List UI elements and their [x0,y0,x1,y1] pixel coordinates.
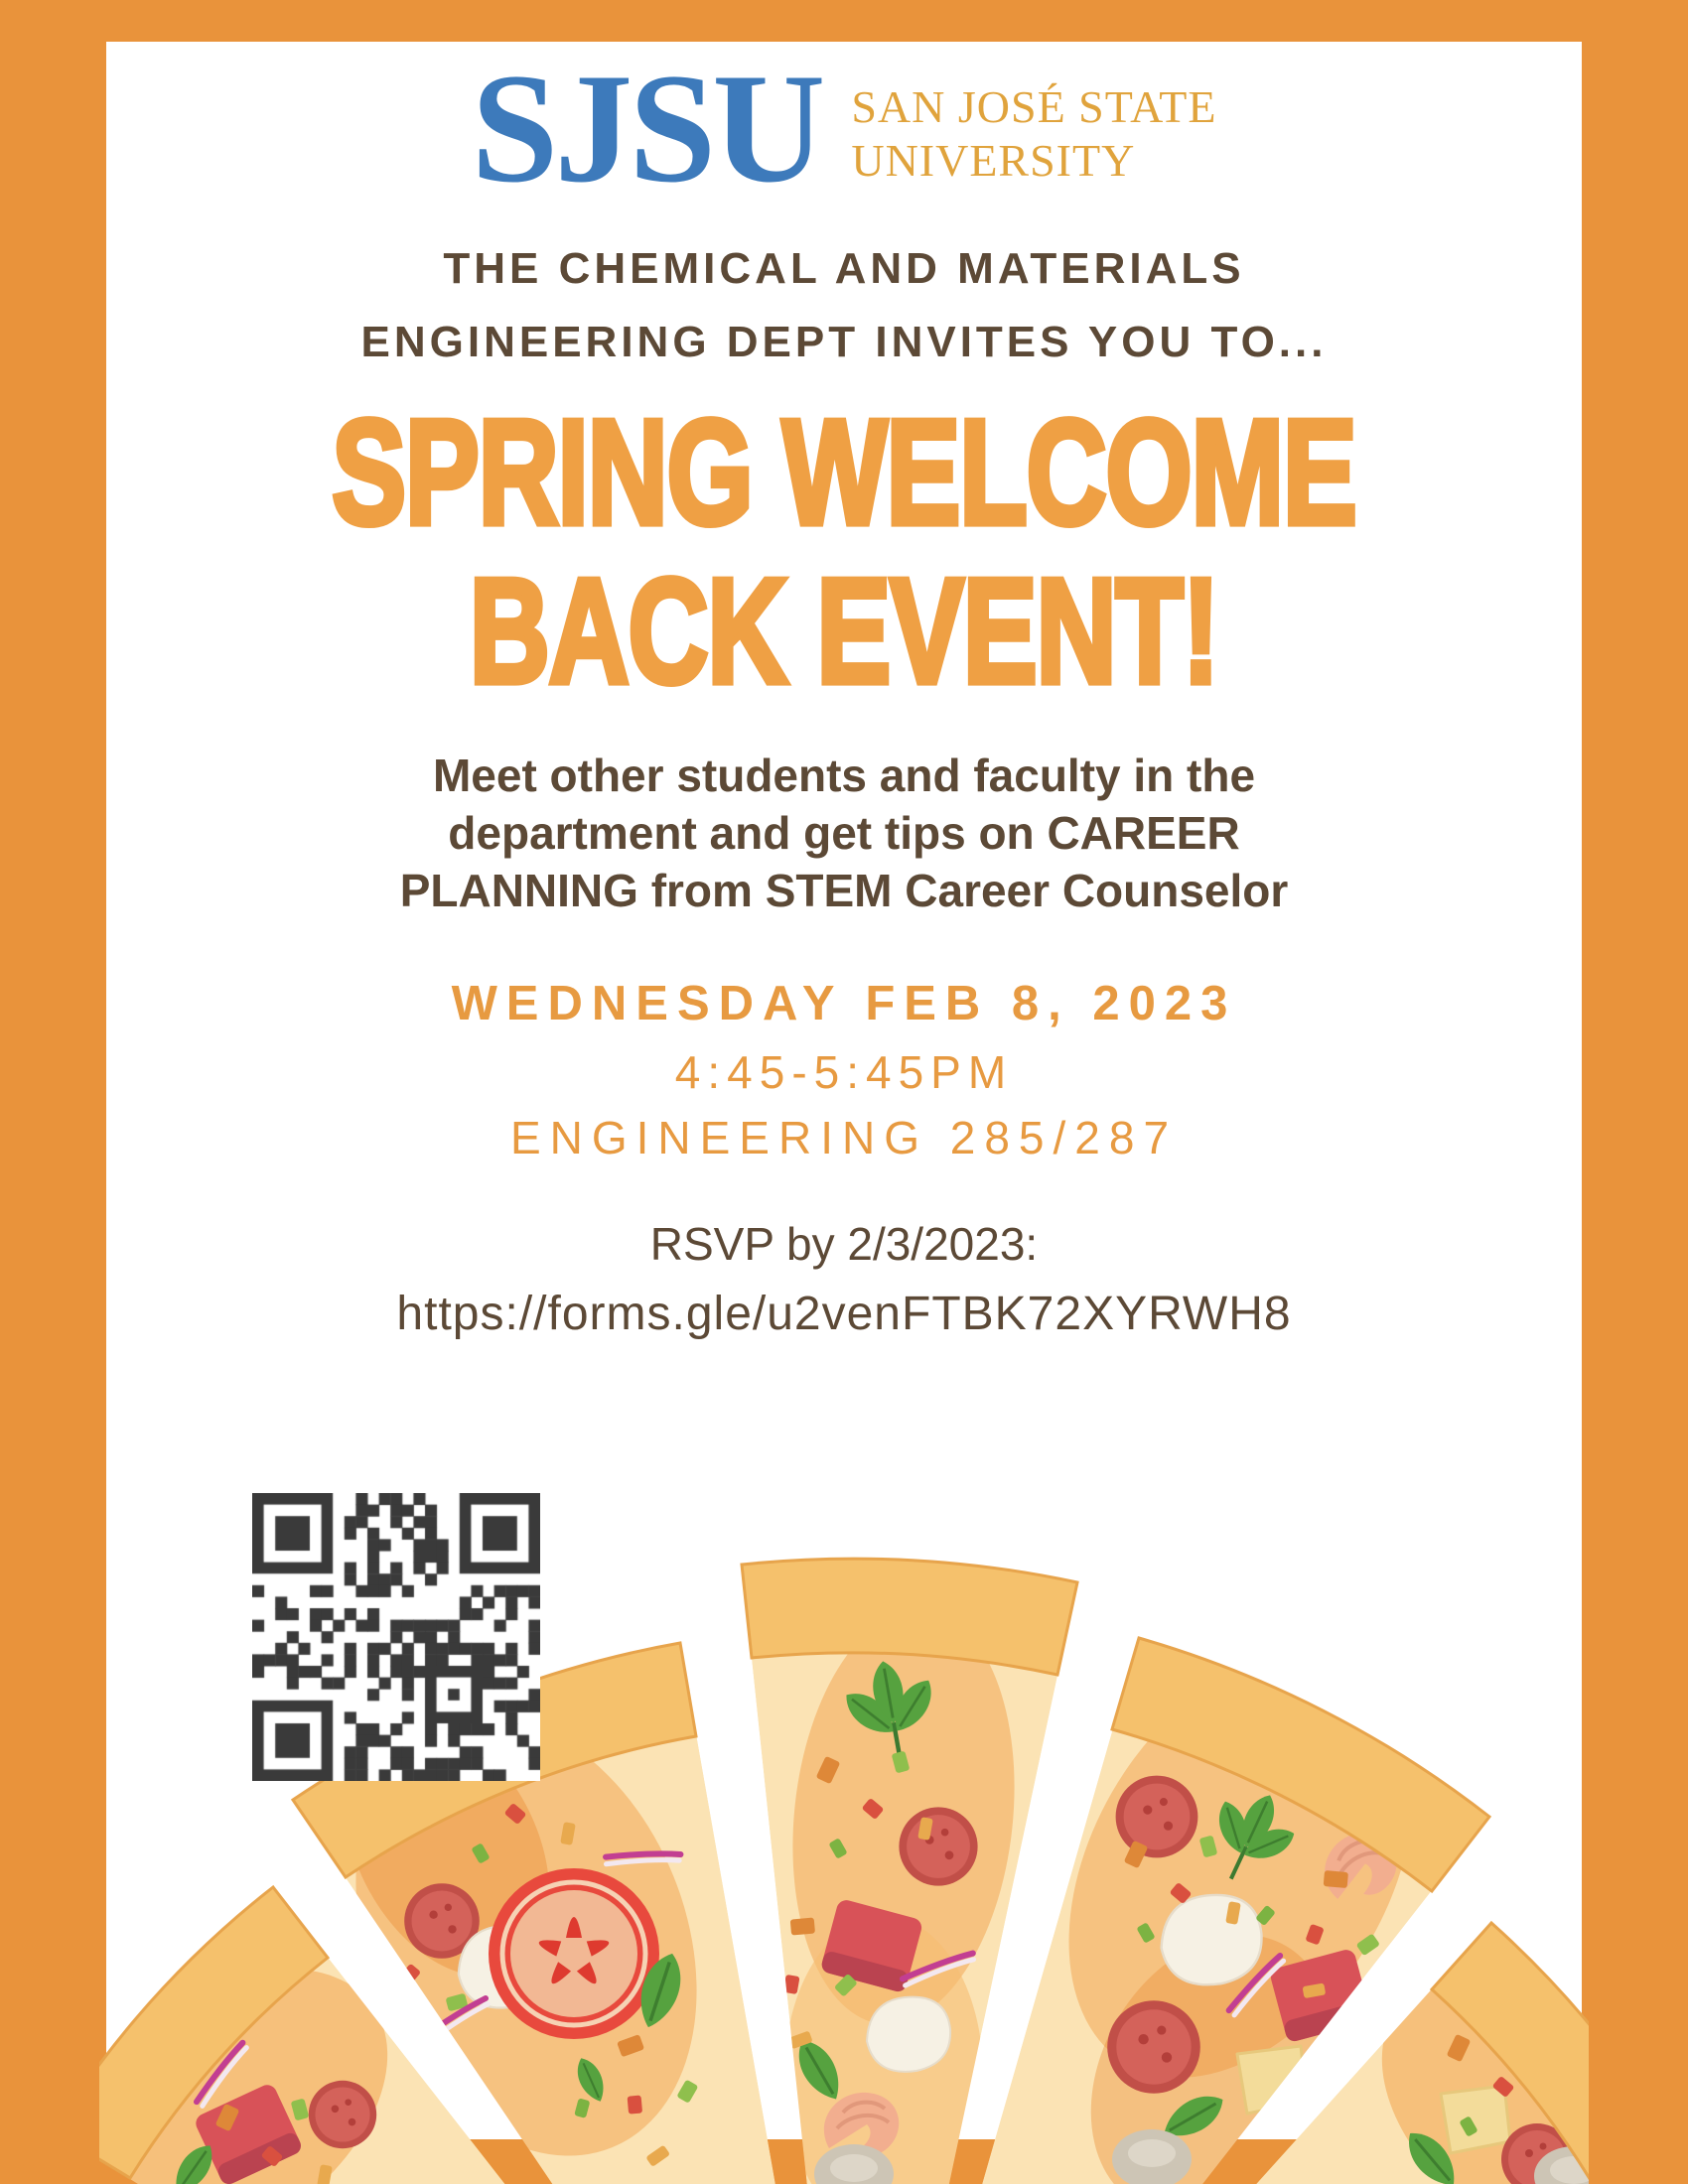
event-date: WEDNESDAY FEB 8, 2023 [451,977,1237,1030]
department-invite-heading [0,232,1688,379]
department-invite-line1: THE CHEMICAL AND MATERIALS [443,244,1245,293]
sjsu-institution-name [851,70,1216,188]
event-description [0,747,1688,919]
event-title [0,377,1688,715]
sjsu-wordmark: SJSU [471,42,822,215]
event-title-line1: SPRING WELCOME [332,388,1356,556]
sjsu-institution-line2: UNIVERSITY [851,135,1136,186]
sjsu-logo [0,42,1688,215]
department-invite-line2: ENGINEERING DEPT INVITES YOU TO... [360,318,1328,366]
qr-code [252,1493,540,1781]
event-title-line2: BACK EVENT! [469,547,1219,715]
sjsu-institution-line1: SAN JOSÉ STATE [851,81,1217,132]
event-description-line1: Meet other students and faculty in the [432,750,1256,801]
rsvp-label: RSVP by 2/3/2023: [649,1218,1039,1270]
rsvp-url-link[interactable]: https://forms.gle/u2venFTBK72XYRWH8 [396,1288,1292,1340]
event-description-line2: department and get tips on CAREER [448,807,1240,859]
rsvp-block [0,1209,1688,1349]
event-time: 4:45-5:45PM [674,1046,1014,1098]
event-details [0,968,1688,1170]
event-location: ENGINEERING 285/287 [509,1112,1179,1163]
event-description-line3: PLANNING from STEM Career Counselor [399,865,1289,916]
